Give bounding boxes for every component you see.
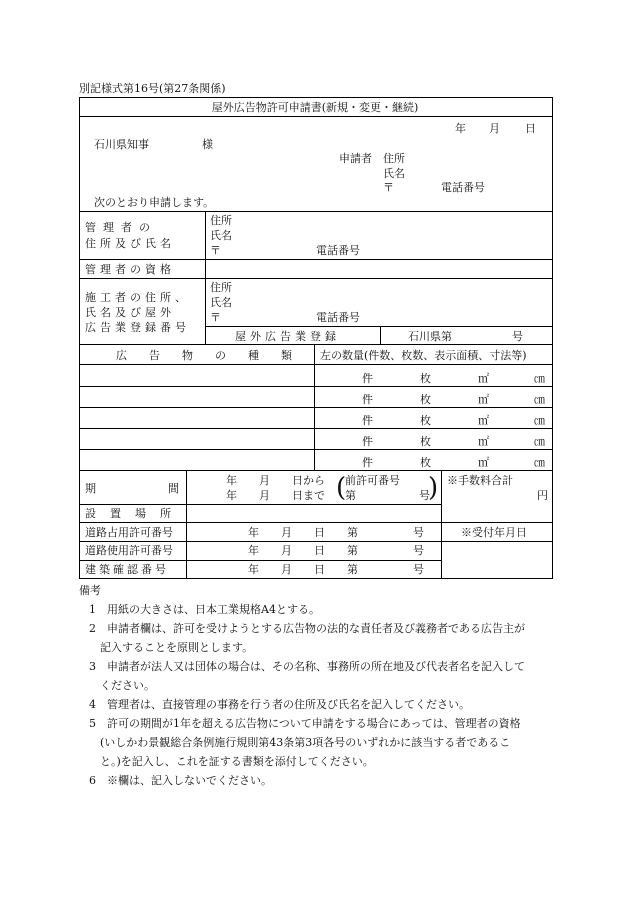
addressee: 石川県知事 xyxy=(94,138,149,151)
note-5-cont-2: と。)を記入し、これを証する書類を添付してください。 xyxy=(89,755,374,768)
period-to[interactable]: 年 月 日まで xyxy=(226,489,325,502)
ad-quantity-header: 左の数量(件数、枚数、表示面積、寸法等) xyxy=(320,349,527,362)
row3-m2: ㎡ xyxy=(478,414,489,427)
manager-address-field[interactable]: 住所 xyxy=(210,214,232,227)
manager-label-2: 住所及び氏名 xyxy=(85,237,175,250)
row5-mai: 枚 xyxy=(420,456,431,469)
divider xyxy=(79,522,553,523)
manager-phone-field[interactable]: 電話番号 xyxy=(316,244,360,257)
received-date-label: ※受付年月日 xyxy=(461,526,527,539)
date-day: 日 xyxy=(525,122,536,135)
row2-m2: ㎡ xyxy=(478,393,489,406)
row1-m2: ㎡ xyxy=(478,372,489,385)
divider xyxy=(441,470,442,579)
note-3-cont: ください。 xyxy=(89,679,155,692)
applicant-postal-field[interactable]: 〒 xyxy=(383,181,394,194)
form-reference: 別記様式第16号(第27条関係) xyxy=(79,82,226,95)
row3-ken: 件 xyxy=(362,414,373,427)
divider xyxy=(380,326,381,344)
note-1: 1 用紙の大きさは、日本工業規格A4とする。 xyxy=(89,603,320,616)
divider xyxy=(79,344,553,345)
right-bracket: ) xyxy=(428,473,439,503)
applicant-label: 申請者 xyxy=(339,152,372,165)
note-5-cont: (いしかわ景観総合条例施行規則第43条第3項各号のいずれかに該当する者であるこ xyxy=(89,736,511,749)
divider xyxy=(79,278,553,279)
building-confirmation-field[interactable]: 年 月 日 第 号 xyxy=(248,563,424,576)
divider xyxy=(79,259,553,260)
divider xyxy=(79,407,553,408)
contractor-registration-label: 屋外広告業登録 xyxy=(235,330,340,343)
contractor-address-field[interactable]: 住所 xyxy=(210,281,232,294)
ad-type-header: 広告物の種類 xyxy=(116,349,314,362)
left-bracket: ( xyxy=(336,473,347,503)
applicant-address-field[interactable]: 住所 xyxy=(383,152,405,165)
contractor-phone-field[interactable]: 電話番号 xyxy=(316,311,360,324)
date-year: 年 xyxy=(455,122,466,135)
honorific: 様 xyxy=(202,138,213,151)
applicant-name-field[interactable]: 氏名 xyxy=(383,167,405,180)
road-use-permit-label: 道路使用許可番号 xyxy=(85,544,173,557)
fee-total-label: ※手数料合計 xyxy=(447,474,513,487)
divider xyxy=(79,386,553,387)
applicant-phone-field[interactable]: 電話番号 xyxy=(441,181,485,194)
row2-ken: 件 xyxy=(362,393,373,406)
divider xyxy=(79,560,441,561)
divider xyxy=(79,428,553,429)
divider xyxy=(205,326,553,327)
road-use-permit-field[interactable]: 年 月 日 第 号 xyxy=(248,544,424,557)
row1-cm: ㎝ xyxy=(534,372,545,385)
contractor-name-field[interactable]: 氏名 xyxy=(210,296,232,309)
period-from[interactable]: 年 月 日から xyxy=(226,474,325,487)
row5-m2: ㎡ xyxy=(478,456,489,469)
manager-postal-field[interactable]: 〒 xyxy=(210,244,221,257)
date-month: 月 xyxy=(489,122,500,135)
note-2-cont: 記入することを原則とします。 xyxy=(89,641,254,654)
row1-mai: 枚 xyxy=(420,372,431,385)
divider xyxy=(79,364,553,365)
row4-ken: 件 xyxy=(362,435,373,448)
row1-ken: 件 xyxy=(362,372,373,385)
row4-cm: ㎝ xyxy=(534,435,545,448)
contractor-label-1: 施工者の住所、 xyxy=(85,291,190,304)
notes-title: 備考 xyxy=(79,584,101,597)
form-title: 屋外広告物許可申請書(新規・変更・継続) xyxy=(211,101,419,114)
row2-mai: 枚 xyxy=(420,393,431,406)
prev-permit-number[interactable]: 第 xyxy=(345,489,356,502)
contractor-label-2: 氏名及び屋外 xyxy=(85,306,175,319)
period-label: 期間 xyxy=(85,482,251,495)
divider xyxy=(79,449,553,450)
contractor-registration-number[interactable]: 石川県第 xyxy=(408,330,452,343)
note-2: 2 申請者欄は、許可を受けようとする広告物の法的な責任者及び義務者である広告主が xyxy=(89,622,525,635)
location-label: 設置場所 xyxy=(85,507,185,520)
building-confirmation-label: 建築確認番号 xyxy=(85,563,169,576)
row5-ken: 件 xyxy=(362,456,373,469)
prev-permit-suffix: 号 xyxy=(419,489,430,502)
contractor-postal-field[interactable]: 〒 xyxy=(210,311,221,324)
row3-mai: 枚 xyxy=(420,414,431,427)
contractor-label-3: 広告業登録番号 xyxy=(85,321,190,334)
row3-cm: ㎝ xyxy=(534,414,545,427)
note-3: 3 申請者が法人又は団体の場合は、その名称、事務所の所在地及び代表者名を記入して xyxy=(89,660,525,673)
prev-permit-label: 前許可番号 xyxy=(345,474,400,487)
note-6: 6 ※欄は、記入しないでください。 xyxy=(89,774,272,787)
divider xyxy=(79,116,553,117)
road-occupancy-permit-label: 道路占用許可番号 xyxy=(85,526,173,539)
divider xyxy=(79,211,553,212)
divider xyxy=(79,504,441,505)
row4-mai: 枚 xyxy=(420,435,431,448)
row2-cm: ㎝ xyxy=(534,393,545,406)
road-occupancy-permit-field[interactable]: 年 月 日 第 号 xyxy=(248,526,424,539)
request-text: 次のとおり申請します。 xyxy=(94,196,215,209)
note-4: 4 管理者は、直接管理の事務を行う者の住所及び氏名を記入してください。 xyxy=(89,698,470,711)
divider xyxy=(79,541,553,542)
contractor-registration-suffix: 号 xyxy=(512,330,523,343)
manager-name-field[interactable]: 氏名 xyxy=(210,229,232,242)
manager-qualification-label: 管理者の資格 xyxy=(85,263,175,276)
fee-unit: 円 xyxy=(537,489,548,502)
manager-label: 管理者の xyxy=(85,221,157,234)
row5-cm: ㎝ xyxy=(534,456,545,469)
divider xyxy=(79,470,553,471)
note-5: 5 許可の期間が1年を超える広告物について申請をする場合にあっては、管理者の資格 xyxy=(89,717,521,730)
row4-m2: ㎡ xyxy=(478,435,489,448)
